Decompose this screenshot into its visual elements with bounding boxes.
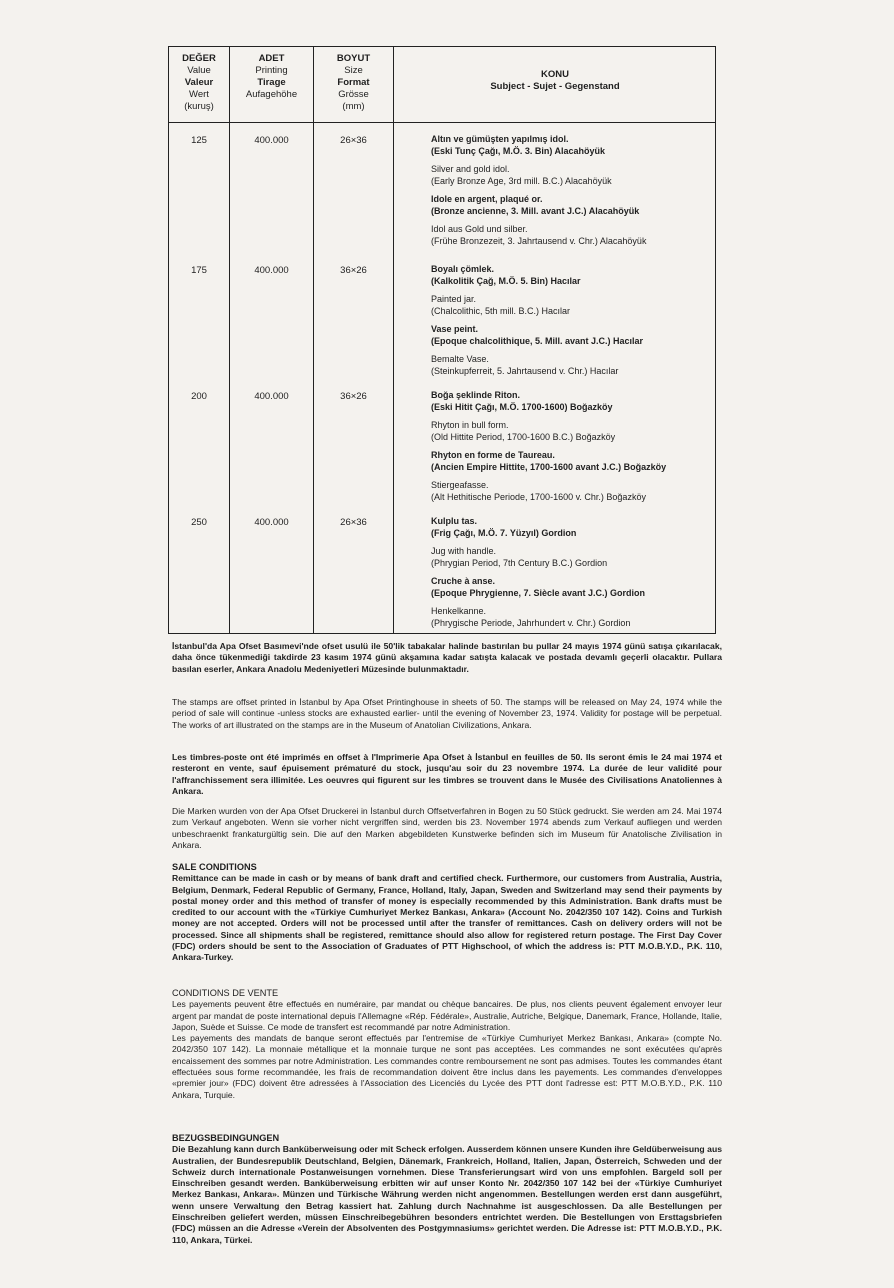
- header-line: Aufagehöhe: [245, 89, 298, 100]
- row-subject: [431, 133, 716, 253]
- row-printing: 400.000: [254, 391, 289, 402]
- header-line: DEĞER: [182, 53, 216, 64]
- header-line: (mm): [342, 101, 365, 112]
- row-subject: [431, 389, 716, 509]
- subject-line: (Chalcolithic, 5th mill. B.C.) Hacılar: [431, 306, 571, 316]
- subject-german: [431, 223, 716, 247]
- conditions-de-vente-section: [172, 988, 722, 1101]
- subject-turkish: [431, 389, 716, 413]
- subject-line: (Eski Tunç Çağı, M.Ö. 3. Bin) Alacahöyük: [431, 146, 606, 156]
- subject-turkish: [431, 263, 716, 287]
- row-value: 250: [191, 517, 207, 528]
- french-paragraph: Les timbres-poste ont été imprimés en offset à l'Imprimerie Apa Ofset à İstanbul en feuilles de 50. Ils seront émis le 24 mai 1974 et resteront en vente, sauf épuisement prématuré du stock, jusqu'au soir du 23 novembre 1974. La durée de leur validité pour l'affranchissement sera illimitée. Les oeuvres qui figurent sur les timbres se trouvent dans le Musée des Civilisations Anatoliennes à Ankara.: [172, 752, 722, 796]
- subject-line: (Bronze ancienne, 3. Mill. avant J.C.) Alacahöyük: [431, 206, 640, 216]
- subject-line: (Frühe Bronzezeit, 3. Jahrtausend v. Chr.) Alacahöyük: [431, 236, 647, 246]
- subject-english: [431, 545, 716, 569]
- header-divider: [169, 122, 715, 123]
- subject-line: Boyalı çömlek.: [431, 264, 495, 274]
- size-column-header: [314, 53, 393, 113]
- subject-turkish: [431, 133, 716, 157]
- subject-line: Stiergeafasse.: [431, 480, 489, 490]
- section-text: Die Bezahlung kann durch Banküberweisung oder mit Scheck erfolgen. Ausserdem können unsere Kunden ihre Geldüberweisung aus Australien, der Bundesrepublik Deutschland, Belgien, Dänemark, Frankreich, Holland, Italien, Japan, Österreich, Schweden und der Schweiz durch internationale Postanweisungen vornehmen. Diese Transferierungsart wird von uns empfohlen. Bargeld soll per Einschreiben gesandt werden. Banküberweisung erbitten wir auf unser Konto Nr. 2042/350 107 142 bei der «Türkiye Cumhuriyet Merkez Bankası, Ankara». Münzen und Türkische Währung werden nicht angenommen. Bestellungen werden erst dann ausgeführt, wenn unsere Verwaltung den Betrag kassiert hat. Zahlung durch Nachnahme ist ausgeschlossen. Da alle Bestellungen per Einschreiben geliefert werden, müssen Einschreibegebühren besonders entrichtet werden. Die Bestellungen von Ersttagsbriefen (FDC) müssen an die Adresse «Verein der Absolventen des Postgymnasiums» gerichtet werden. Die Adresse ist: PTT M.O.B.Y.D., P.K. 110, Ankara, Türkei.: [172, 1144, 722, 1245]
- subject-line: (Eski Hitit Çağı, M.Ö. 1700-1600) Boğazköy: [431, 402, 613, 412]
- column-divider: [393, 47, 394, 633]
- row-value: 175: [191, 265, 207, 276]
- subject-line: Jug with handle.: [431, 546, 497, 556]
- header-line: Tirage: [257, 77, 286, 88]
- subject-german: [431, 479, 716, 503]
- subject-column-header: [394, 69, 716, 93]
- subject-line: Idol aus Gold und silber.: [431, 224, 528, 234]
- subject-french: [431, 449, 716, 473]
- subject-line: Idole en argent, plaqué or.: [431, 194, 543, 204]
- subject-line: Bemalte Vase.: [431, 354, 489, 364]
- header-line: Format: [337, 77, 370, 88]
- header-line: Valeur: [184, 77, 214, 88]
- section-text: Les payements peuvent être effectués en numéraire, par mandat ou chèque bancaires. De plus, nos clients peuvent également envoyer leur argent par mandat de poste international depuis l'Allemagne «Rép. Fédérale», Australie, Autriche, Belgique, Danemark, France, Hollande, Italie, Japon, Suède et Suisse. Ce mode de transfert est recommandé par notre Administration.: [172, 999, 722, 1032]
- subject-line: (Alt Hethitische Periode, 1700-1600 v. Chr.) Boğazköy: [431, 492, 646, 502]
- subject-english: [431, 163, 716, 187]
- subject-english: [431, 293, 716, 317]
- header-line: ADET: [258, 53, 285, 64]
- header-line: Grösse: [338, 89, 369, 100]
- subject-line: Vase peint.: [431, 324, 479, 334]
- subject-line: (Early Bronze Age, 3rd mill. B.C.) Alacahöyük: [431, 176, 612, 186]
- subject-line: (Phrygische Periode, Jahrhundert v. Chr.) Gordion: [431, 618, 631, 628]
- row-value: 125: [191, 135, 207, 146]
- subject-line: (Phrygian Period, 7th Century B.C.) Gordion: [431, 558, 608, 568]
- subject-german: [431, 353, 716, 377]
- subject-line: (Ancien Empire Hittite, 1700-1600 avant J.C.) Boğazköy: [431, 462, 667, 472]
- subject-turkish: [431, 515, 716, 539]
- header-line: BOYUT: [336, 53, 371, 64]
- turkish-paragraph: İstanbul'da Apa Ofset Basımevi'nde ofset usulü ile 50'lik tabakalar halinde bastırılan bu pullar 24 mayıs 1974 günü satışa çıkarılacak, daha önce tükenmediği takdirde 23 kasım 1974 günü akşamına kadar satışta kalacak ve postada devamlı geçerli olacaktır. Pullara basılan eserler, Ankara Anadolu Medeniyetleri Müzesinde bulunmaktadır.: [172, 641, 722, 674]
- subject-line: (Kalkolitik Çağ, M.Ö. 5. Bin) Hacılar: [431, 276, 581, 286]
- section-text: Les payements des mandats de banque seront effectués par l'entremise de «Türkiye Cumhuriyet Merkez Bankası, Ankara» (compte No. 2042/350 107 142). La monnaie métallique et la monnaie turque ne sont pas acceptées. Les commandes ne sont exécutées qu'après encaissement des sommes par notre Administration. Les commandes contre remboursement ne sont pas admises. Toutes les commandes étant effectuées sous forme recommandée, les frais de recommandation doivent être inclus dans les payements. Les commandes d'enveloppes «premier jour» (FDC) doivent être adressées à l'Association des Licenciés du Lycée des PTT dont l'adresse est: PTT M.O.B.Y.D., P.K. 110 Ankara, Turquie.: [172, 1033, 722, 1100]
- subject-line: Kulplu tas.: [431, 516, 478, 526]
- subject-line: Silver and gold idol.: [431, 164, 510, 174]
- subject-line: Cruche à anse.: [431, 576, 496, 586]
- section-title: BEZUGSBEDINGUNGEN: [172, 1133, 280, 1143]
- subject-french: [431, 323, 716, 347]
- subject-line: Rhyton in bull form.: [431, 420, 509, 430]
- subject-line: Rhyton en forme de Taureau.: [431, 450, 555, 460]
- header-line: KONU: [541, 69, 569, 80]
- subject-line: Altın ve gümüşten yapılmış idol.: [431, 134, 569, 144]
- row-subject: [431, 263, 716, 383]
- row-size: 26×36: [340, 135, 367, 146]
- printing-column-header: [230, 53, 313, 101]
- row-value: 200: [191, 391, 207, 402]
- row-size: 36×26: [340, 391, 367, 402]
- bezugsbedingungen-section: [172, 1133, 722, 1246]
- subject-line: (Old Hittite Period, 1700-1600 B.C.) Boğazköy: [431, 432, 616, 442]
- row-printing: 400.000: [254, 517, 289, 528]
- row-subject: [431, 515, 716, 635]
- section-title: SALE CONDITIONS: [172, 862, 257, 872]
- row-printing: 400.000: [254, 265, 289, 276]
- subject-line: (Steinkupferreit, 5. Jahrtausend v. Chr.) Hacılar: [431, 366, 619, 376]
- sale-conditions-section: [172, 862, 722, 964]
- header-line: Wert: [189, 89, 209, 100]
- subject-line: (Epoque chalcolithique, 5. Mill. avant J.C.) Hacılar: [431, 336, 644, 346]
- header-line: Size: [344, 65, 363, 76]
- subject-line: Henkelkanne.: [431, 606, 487, 616]
- header-line: Printing: [255, 65, 288, 76]
- stamp-table: [168, 46, 716, 634]
- subject-german: [431, 605, 716, 629]
- subject-line: (Frig Çağı, M.Ö. 7. Yüzyıl) Gordion: [431, 528, 577, 538]
- subject-line: (Epoque Phrygienne, 7. Siècle avant J.C.) Gordion: [431, 588, 646, 598]
- header-line: Value: [187, 65, 211, 76]
- section-text: Remittance can be made in cash or by means of bank draft and certified check. Furthermore, our customers from Australia, Austria, Belgium, Denmark, Federal Republic of Germany, France, Holland, Italy, Japan, Sweden and Switzerland may send their payments by postal money order and this method of transfer of money is especially recommended by this Administration. Bank drafts must be credited to our account with the «Türkiye Cumhuriyet Merkez Bankası, Ankara» (Account No. 2042/350 107 142). Coins and Turkish money are not accepted. Orders will not be processed until after the transfer of remittances. Cash on delivery orders will not be processed. Since all shipments shall be registered, remittance should also allow for registered return postage. The First Day Cover (FDC) orders should be sent to the Association of Graduates of PTT Highschool, of which the address is: PTT M.O.B.Y.D., P.K. 110, Ankara-Turkey.: [172, 873, 722, 963]
- subject-french: [431, 575, 716, 599]
- row-size: 26×36: [340, 517, 367, 528]
- row-printing: 400.000: [254, 135, 289, 146]
- value-column-header: [169, 53, 229, 113]
- header-line: Subject - Sujet - Gegenstand: [490, 81, 620, 92]
- german-paragraph: Die Marken wurden von der Apa Ofset Druckerei in İstanbul durch Offsetverfahren in Bogen zu 50 Stück gedruckt. Sie werden am 24. Mai 1974 zum Verkauf angeboten. Wenn sie vorher nicht vergriffen sind, werden bis 23. November 1974 abends zum Verkauf aufliegen und werden unbeschraenkt frankaturgültig sein. Die auf den Marken abgebildeten Kunstwerke befinden sich im Museum für Anatolische Zivilisation in Ankara.: [172, 806, 722, 850]
- english-paragraph: The stamps are offset printed in İstanbul by Apa Ofset Printinghouse in sheets of 50. The stamps will be released on May 24, 1974 while the period of sale will continue -unless stocks are exhausted earlier- until the evening of November 23, 1974. Validity for postage will be perpetual. The works of art illustrated on the stamps are in the Museum of Anatolian Civilizations, Ankara.: [172, 697, 722, 730]
- subject-line: Boğa şeklinde Riton.: [431, 390, 521, 400]
- row-size: 36×26: [340, 265, 367, 276]
- subject-line: Painted jar.: [431, 294, 477, 304]
- header-line: (kuruş): [184, 101, 214, 112]
- section-title: CONDITIONS DE VENTE: [172, 988, 279, 998]
- subject-english: [431, 419, 716, 443]
- subject-french: [431, 193, 716, 217]
